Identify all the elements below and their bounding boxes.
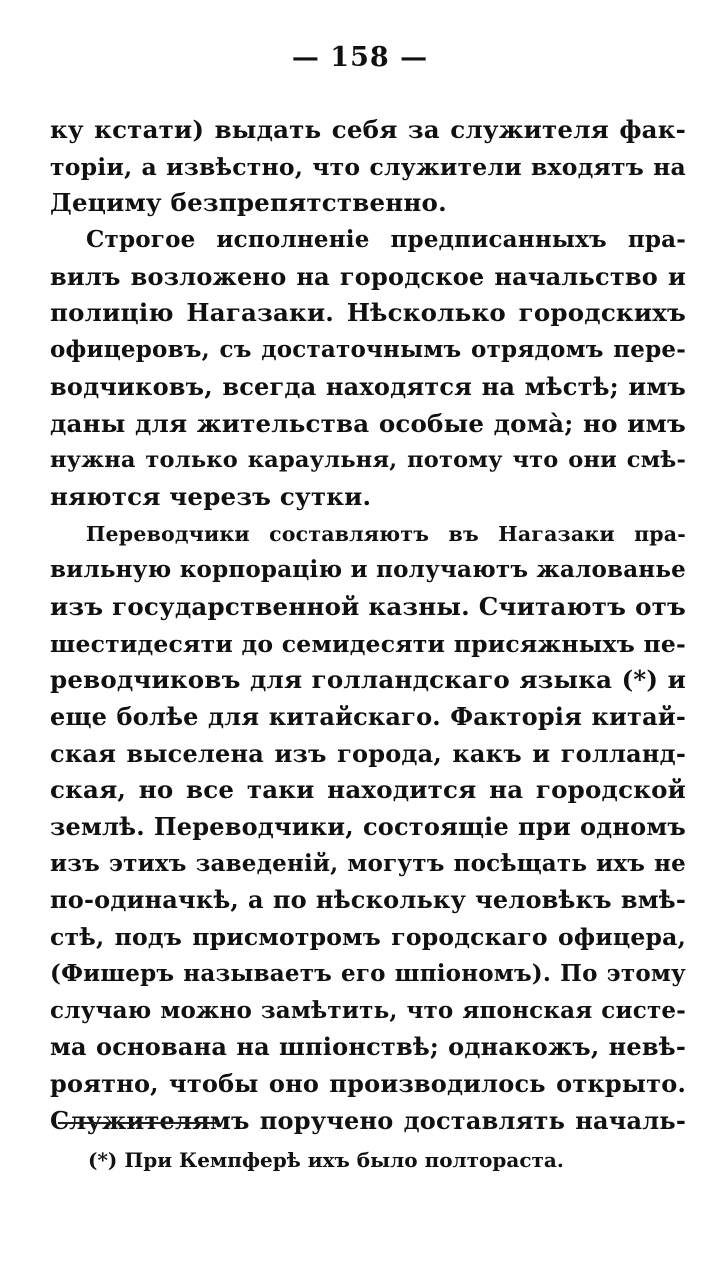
- text-line: стѣ, подъ присмотромъ городскаго офицера,: [50, 923, 686, 952]
- text-line: (Фишеръ называетъ его шпіономъ). По этому: [50, 959, 686, 987]
- footnote: (*) При Кемпферѣ ихъ было полтораста.: [88, 1148, 564, 1172]
- text-line: ская выселена изъ города, какъ и голланд-: [50, 738, 686, 768]
- text-line: землѣ. Переводчики, состоящіе при одномъ: [50, 812, 686, 842]
- page-number: — 158 —: [291, 42, 429, 73]
- text-line: нужна только караульня, потому что они смѣ-: [50, 447, 686, 474]
- text-line: шестидесяти до семидесяти присяжныхъ пе-: [50, 629, 686, 658]
- text-line: Служителямъ поручено доставлять началь-: [50, 1105, 686, 1135]
- footnote-divider: [58, 1122, 218, 1124]
- text-line: изъ государственной казны. Считаютъ отъ: [50, 591, 686, 621]
- text-line: полицію Нагазаки. Нѣсколько городскихъ: [50, 298, 686, 328]
- text-line: ку кстати) выдать себя за служителя фак-: [50, 115, 686, 144]
- text-line: офицеровъ, съ достаточнымъ отрядомъ пере-: [50, 336, 686, 364]
- body-text: [50, 112, 686, 1139]
- text-line: ская, но все таки находится на городской: [50, 775, 686, 805]
- text-line: реводчиковъ для голландскаго языка (*) и: [50, 665, 686, 695]
- text-line: даны для жительства особые домà; но имъ: [50, 408, 686, 438]
- text-line: по-одиначкѣ, а по нѣскольку человѣкъ вмѣ-: [50, 885, 686, 915]
- text-line: случаю можно замѣтить, что японская систе-: [50, 996, 686, 1024]
- text-line: вильную корпорацію и получаютъ жалованье: [50, 556, 686, 584]
- text-line: Дециму безпрепятственно.: [50, 188, 447, 218]
- text-line: изъ этихъ заведеній, могутъ посѣщать ихъ не: [50, 849, 686, 877]
- text-line: вилъ возложено на городское начальство и: [50, 261, 686, 291]
- text-line: торіи, а извѣстно, что служители входятъ на: [50, 152, 686, 181]
- text-line: Переводчики составляютъ въ Нагазаки пра-: [86, 521, 686, 546]
- text-line: ма основана на шпіонствѣ; однакожъ, невѣ-: [50, 1032, 686, 1062]
- text-line: Строгое исполненіе предписанныхъ пра-: [86, 226, 686, 254]
- text-line: водчиковъ, всегда находятся на мѣстѣ; имъ: [50, 371, 686, 401]
- text-line: няются черезъ сутки.: [50, 481, 372, 511]
- text-line: роятно, чтобы оно производилось открыто.: [50, 1068, 686, 1098]
- text-line: еще болѣе для китайскаго. Факторія китай-: [50, 702, 686, 731]
